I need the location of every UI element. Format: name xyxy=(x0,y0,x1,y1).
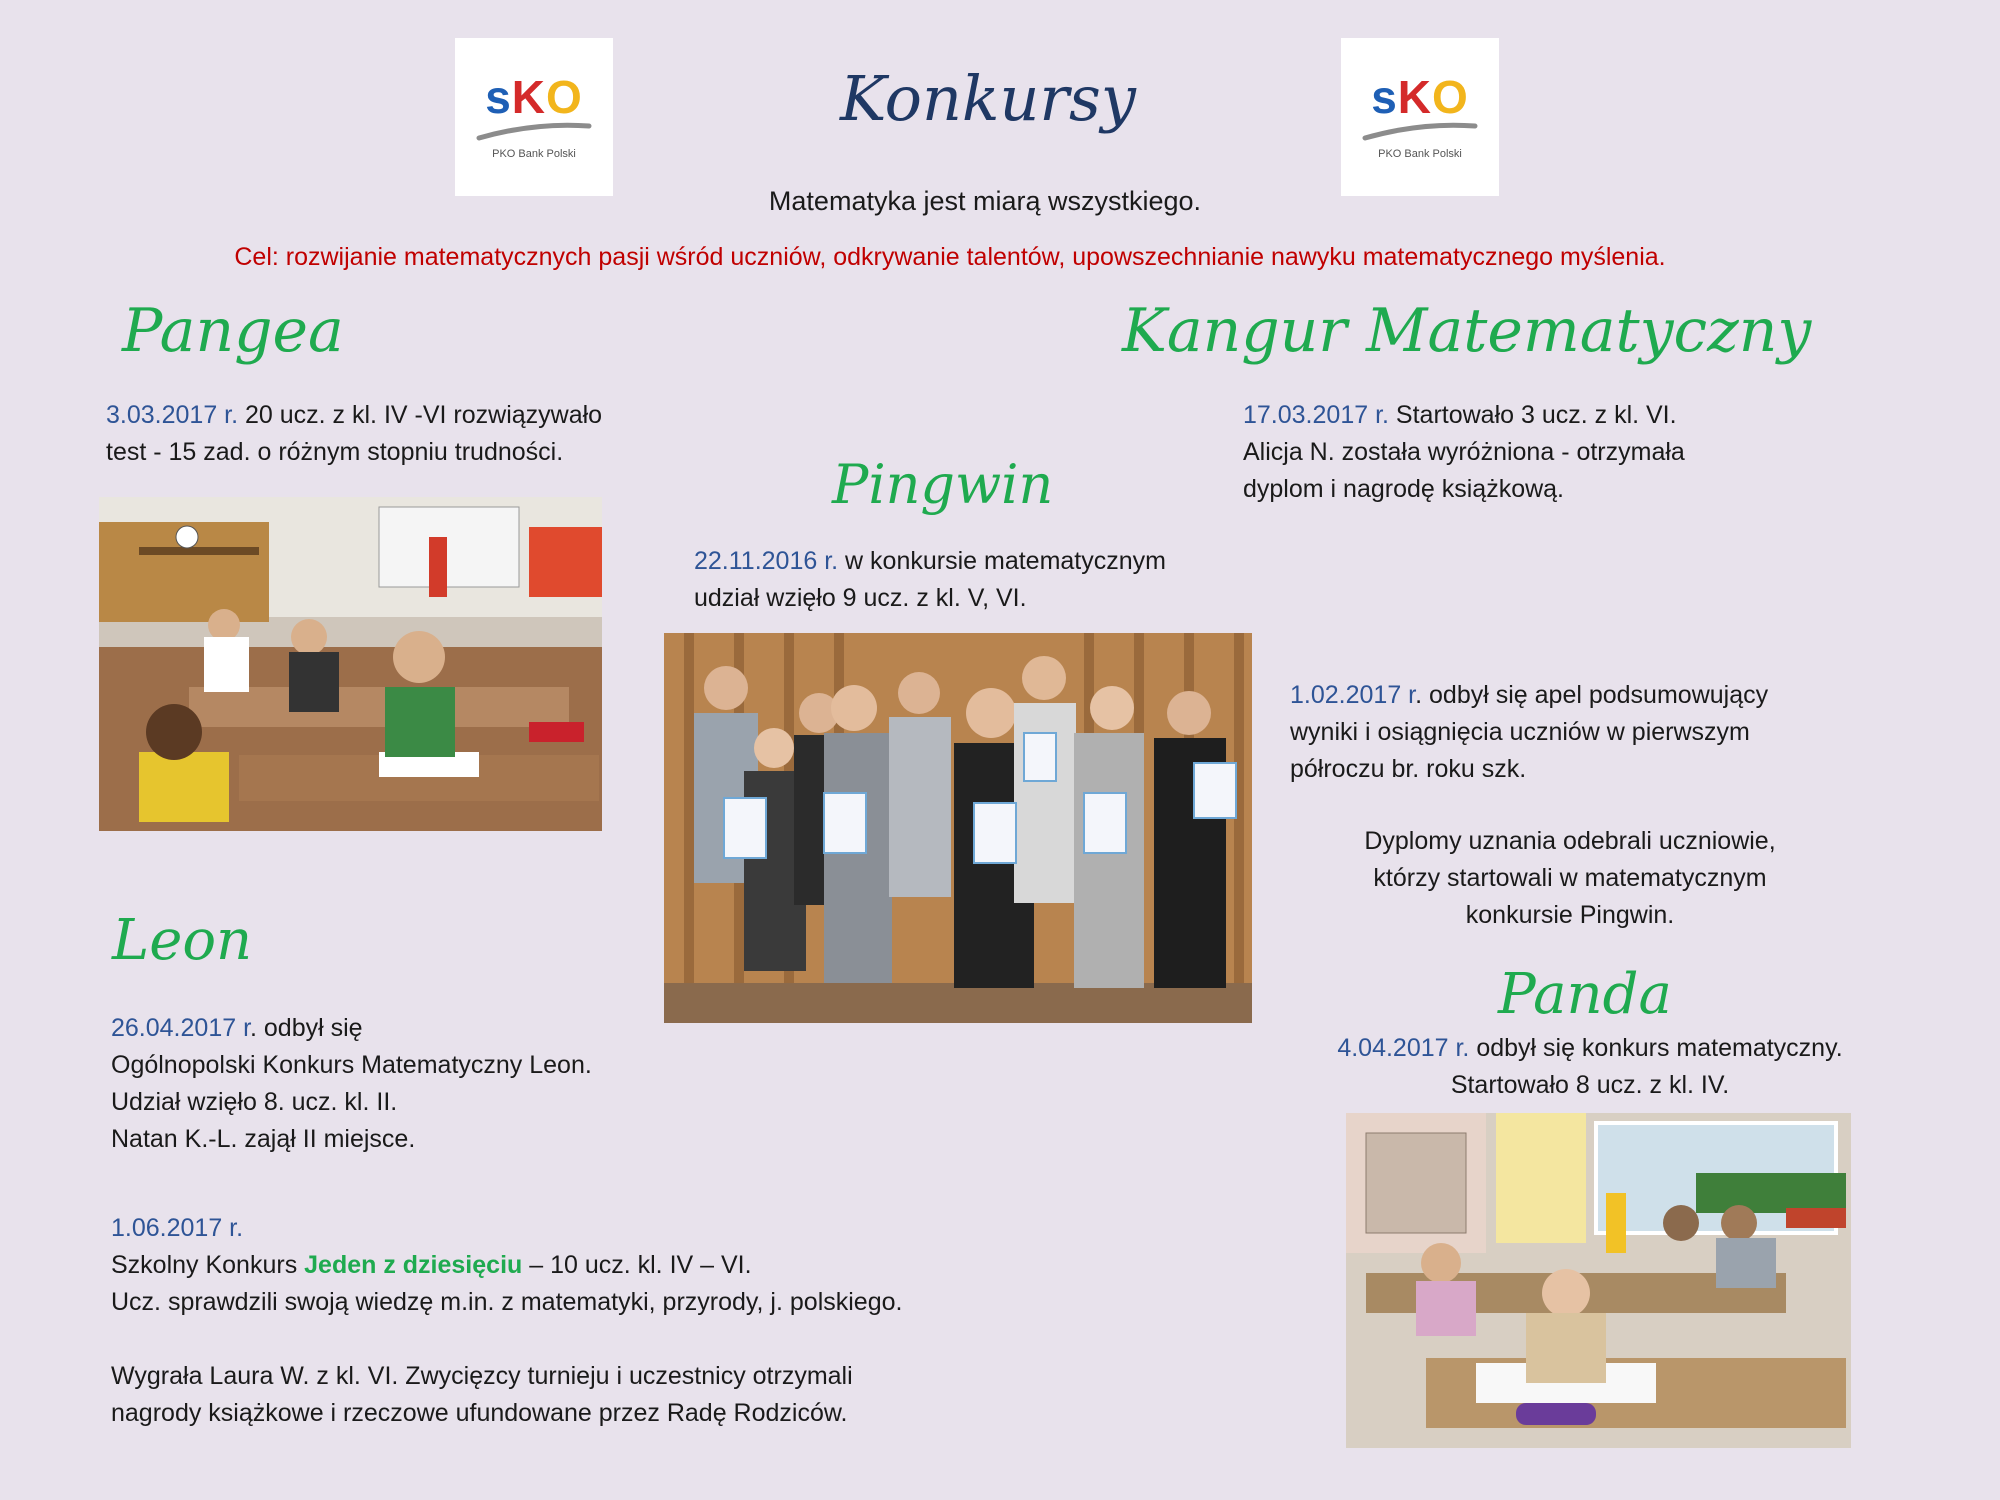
goal-text: Cel: rozwijanie matematycznych pasji wśród uczniów, odkrywanie talentów, upowszechnianie nawyku matematycznego myślenia. xyxy=(234,243,1666,271)
apel-text xyxy=(1290,677,1768,788)
pangea-line2: test - 15 zad. o różnym stopniu trudności. xyxy=(106,438,564,466)
pangea-photo xyxy=(99,497,602,831)
panda-line2: Startowało 8 ucz. z kl. IV. xyxy=(1450,1071,1730,1099)
panda-line1: odbył się konkurs matematyczny. xyxy=(1469,1034,1843,1062)
jeden-line2: Ucz. sprawdzili swoją wiedzę m.in. z matematyki, przyrody, j. polskiego. xyxy=(111,1288,903,1316)
sko-logo-right xyxy=(1341,38,1499,196)
kangur-line1: Startowało 3 ucz. z kl. VI. xyxy=(1388,401,1677,429)
jeden-name: Jeden z dziesięciu xyxy=(304,1251,523,1279)
pangea-heading: Pangea xyxy=(122,296,344,366)
apel-note xyxy=(1290,823,1850,934)
pangea-line1: 20 ucz. z kl. IV -VI rozwiązywało xyxy=(238,401,603,429)
leon-line3: Udział wzięło 8. ucz. kl. II. xyxy=(111,1088,398,1116)
leon-line4: Natan K.-L. zajął II miejsce. xyxy=(111,1125,416,1153)
panda-photo xyxy=(1346,1113,1851,1448)
motto: Matematyka jest miarą wszystkiego. xyxy=(768,186,1202,216)
leon-line1: . odbył się xyxy=(250,1014,363,1042)
pingwin-text xyxy=(694,543,1166,617)
pingwin-line2: udział wzięło 9 ucz. z kl. V, VI. xyxy=(694,584,1027,612)
kangur-text xyxy=(1243,397,1685,508)
sko-logo-left xyxy=(455,38,613,196)
apel-line1: . odbył się apel podsumowujący xyxy=(1415,681,1769,709)
leon-text xyxy=(111,1010,592,1158)
pingwin-heading: Pingwin xyxy=(832,453,1054,516)
apel-note1: Dyplomy uznania odebrali uczniowie, xyxy=(1364,827,1776,855)
leon-line2: Ogólnopolski Konkurs Matematyczny Leon. xyxy=(111,1051,592,1079)
panda-date: 4.04.2017 r. xyxy=(1337,1034,1470,1062)
page-title: Konkursy xyxy=(840,62,1136,135)
leon-heading: Leon xyxy=(112,908,253,973)
sko-logo-word: sKO xyxy=(1371,71,1469,123)
pingwin-photo xyxy=(664,633,1252,1023)
logo-bank-text: PKO Bank Polski xyxy=(1378,148,1462,160)
apel-date: 1.02.2017 r xyxy=(1290,681,1416,709)
panda-text xyxy=(1280,1030,1900,1104)
swoosh-icon xyxy=(475,120,593,142)
pingwin-line1: w konkursie matematycznym xyxy=(838,547,1166,575)
jeden-line3: Wygrała Laura W. z kl. VI. Zwycięzcy turnieju i uczestnicy otrzymali xyxy=(111,1362,853,1390)
kangur-date: 17.03.2017 r. xyxy=(1243,401,1389,429)
logo-bank-text: PKO Bank Polski xyxy=(492,148,576,160)
sko-logo-word: sKO xyxy=(485,71,583,123)
apel-note3: konkursie Pingwin. xyxy=(1465,901,1675,929)
apel-note2: którzy startowali w matematycznym xyxy=(1373,864,1767,892)
apel-line3: półroczu br. roku szk. xyxy=(1290,755,1527,783)
pangea-date: 3.03.2017 r. xyxy=(106,401,239,429)
pingwin-date: 22.11.2016 r. xyxy=(694,547,839,575)
jeden-line4: nagrody książkowe i rzeczowe ufundowane przez Radę Rodziców. xyxy=(111,1399,848,1427)
kangur-line2: Alicja N. została wyróżniona - otrzymała xyxy=(1243,438,1685,466)
jeden-text xyxy=(111,1210,902,1432)
apel-line2: wyniki i osiągnięcia uczniów w pierwszym xyxy=(1290,718,1750,746)
jeden-prefix: Szkolny Konkurs xyxy=(111,1251,305,1279)
pangea-text xyxy=(106,397,602,471)
jeden-date: 1.06.2017 r. xyxy=(111,1214,244,1242)
jeden-suffix: – 10 ucz. kl. IV – VI. xyxy=(522,1251,752,1279)
kangur-line3: dyplom i nagrodę książkową. xyxy=(1243,475,1564,503)
kangur-heading: Kangur Matematyczny xyxy=(1122,296,1812,366)
panda-heading: Panda xyxy=(1498,962,1672,1027)
leon-date: 26.04.2017 r xyxy=(111,1014,251,1042)
swoosh-icon xyxy=(1361,120,1479,142)
